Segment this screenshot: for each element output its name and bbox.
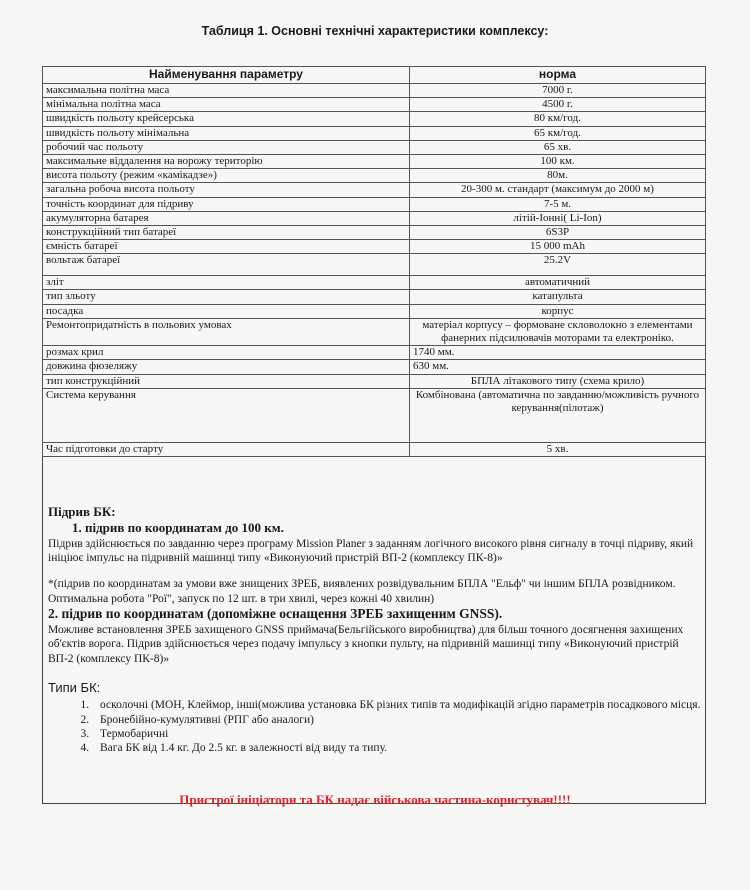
param-value: 65 хв. [410, 140, 706, 154]
table-row [43, 388, 706, 442]
param-name: Ремонтопридатність в польових умовах [43, 318, 410, 345]
table-row [43, 290, 706, 304]
param-value: 25.2V [410, 254, 706, 276]
param-name: Час підготовки до старту [43, 442, 410, 456]
param-value: 7-5 м. [410, 197, 706, 211]
table-row [43, 84, 706, 98]
param-value: катапульта [410, 290, 706, 304]
param-name: робочий час польоту [43, 140, 410, 154]
param-value: 5 хв. [410, 442, 706, 456]
param-value: БПЛА літакового типу (схема крило) [410, 374, 706, 388]
param-name: швидкість польоту мінімальна [43, 126, 410, 140]
param-value: 1740 мм. [410, 346, 706, 360]
param-value: 65 км/год. [410, 126, 706, 140]
detonation-item1-title: 1. підрив по координатам до 100 км. [72, 520, 284, 536]
param-name: висота польоту (режим «камікадзе») [43, 169, 410, 183]
param-name: Система керування [43, 388, 410, 442]
page-title: Таблиця 1. Основні технічні характеристики комплексу: [201, 24, 549, 38]
ammo-types-title: Типи БК: [48, 680, 101, 695]
param-name: конструкційний тип батареї [43, 225, 410, 239]
table-header-row [43, 67, 706, 84]
table-row [43, 254, 706, 276]
param-value: 4500 г. [410, 98, 706, 112]
table-row [43, 318, 706, 345]
detonation-note: *(підрив по координатам за умови вже знищених ЗРЕБ, виявлених розвідувальним БПЛА "Ельф" чи іншим БПЛА розвідником. Оптимальна робота "Рої", запуск по 12 шт. в три хвилі, через кожні 40 хвилин) [48, 578, 676, 605]
param-name: максимальна політна маса [43, 84, 410, 98]
param-name: зліт [43, 276, 410, 290]
param-value: 80 км/год. [410, 112, 706, 126]
table-row [43, 374, 706, 388]
param-value: 6S3P [410, 225, 706, 239]
detonation-item1-text: Підрив здійснюється по завданню через програму Mission Planer з заданням логічного високого рівня сигналу в точці підриву, який ініціює імпульс на підривній машинці типу «Виконуючий пристрій ВП-2 (комплексу ПК-8)» [48, 537, 694, 564]
param-name: розмах крил [43, 346, 410, 360]
table-row [43, 183, 706, 197]
param-name: мінімальна політна маса [43, 98, 410, 112]
param-value: матеріал корпусу – формоване скловолокно з елементами фанерних підсилювачів моторами та електроніко. [410, 318, 706, 345]
specs-table [42, 66, 706, 457]
detonation-item2-title: 2. підрив по координатам (допоміжне оснащення ЗРЕБ захищеним GNSS). [48, 606, 503, 621]
list-item: 2. Бронебійно-кумулятивні (РПГ або аналоги) [92, 713, 702, 727]
table-row [43, 98, 706, 112]
param-value: 630 мм. [410, 360, 706, 374]
param-value: літій-Іонні( Li-Ion) [410, 211, 706, 225]
param-value: 15 000 mAh [410, 240, 706, 254]
table-row [43, 360, 706, 374]
table-row [43, 211, 706, 225]
param-value: 20-300 м. стандарт (максимум до 2000 м) [410, 183, 706, 197]
table-row [43, 240, 706, 254]
ammo-types-list [48, 698, 702, 756]
param-name: посадка [43, 304, 410, 318]
param-value: автоматичний [410, 276, 706, 290]
table-row [43, 169, 706, 183]
table-row [43, 276, 706, 290]
param-name: акумуляторна батарея [43, 211, 410, 225]
param-name: загальна робоча висота польоту [43, 183, 410, 197]
param-name: довжина фюзеляжу [43, 360, 410, 374]
param-value: 7000 г. [410, 84, 706, 98]
table-row [43, 154, 706, 168]
param-name: тип конструкційний [43, 374, 410, 388]
warning-text: Пристрої ініціатори та БК надає військова частина-користувач!!!! [179, 792, 571, 807]
param-name: тип зльоту [43, 290, 410, 304]
param-value: 100 км. [410, 154, 706, 168]
header-parameter: Найменування параметру [43, 67, 410, 84]
param-name: ємність батареї [43, 240, 410, 254]
header-norm: норма [410, 67, 706, 84]
table-row [43, 225, 706, 239]
table-row [43, 140, 706, 154]
param-name: вольтаж батареї [43, 254, 410, 276]
param-value: корпус [410, 304, 706, 318]
table-row [43, 442, 706, 456]
param-value: 80м. [410, 169, 706, 183]
list-item: 1. осколочні (МОН, Клеймор, інші(можлива установка БК різних типів та модифікацій згідно параметрів посадкового місця. [92, 698, 702, 712]
detonation-item2-text: Можливе встановлення ЗРЕБ захищеного GNSS приймача(Бельгійського виробництва) для більш точного досягнення захищених об'єктів ворога. Підрив здійснюється через подачу імпульсу з кнопки пульту, на підривній машинці типу «Виконуючий пристрій ВП-2 (комплексу ПК-8)» [48, 623, 684, 665]
detonation-title: Підрив БК: [48, 504, 116, 519]
table-row [43, 304, 706, 318]
list-item: 4. Вага БК від 1.4 кг. До 2.5 кг. в залежності від виду та типу. [92, 741, 702, 755]
param-value: Комбінована (автоматична по завданню/можливість ручного керування(пілотаж) [410, 388, 706, 442]
table-row [43, 112, 706, 126]
param-name: швидкість польоту крейсерська [43, 112, 410, 126]
detonation-section [48, 504, 702, 756]
param-name: максимальне віддалення на ворожу територію [43, 154, 410, 168]
param-name: точність координат для підриву [43, 197, 410, 211]
list-item: 3. Термобаричні [92, 727, 702, 741]
table-row [43, 197, 706, 211]
table-row [43, 346, 706, 360]
table-row [43, 126, 706, 140]
